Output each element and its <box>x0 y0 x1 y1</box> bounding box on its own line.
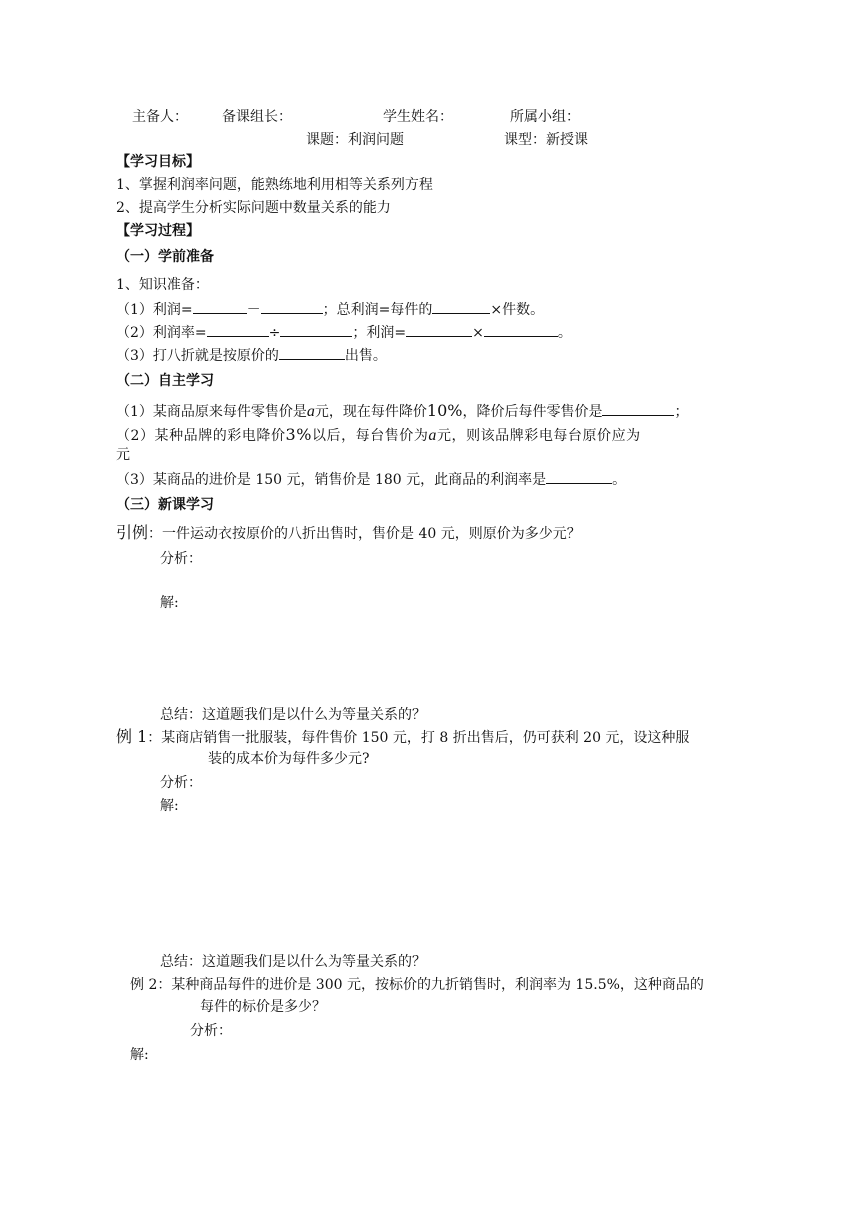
answer-blank[interactable] <box>406 323 472 337</box>
variable-a: a <box>428 427 437 444</box>
answer-blank[interactable] <box>207 323 269 337</box>
prep-heading: （一）学前准备 <box>116 249 214 265</box>
answer-blank[interactable] <box>432 300 490 314</box>
intro-example <box>116 524 581 543</box>
self-question-1 <box>116 402 688 421</box>
text: （2）某种品牌的彩电降价 <box>116 428 286 444</box>
lesson-type: 课型：新授课 <box>504 132 588 148</box>
text: ； <box>674 404 689 420</box>
process-heading: 【学习过程】 <box>116 223 200 239</box>
self-question-3 <box>116 470 626 489</box>
solution-label: 解: <box>160 595 179 611</box>
text: 。 <box>612 472 627 488</box>
self-question-2-cont: 元 <box>116 447 130 463</box>
text: ，降价后每件零售价是 <box>462 404 603 420</box>
student-name-label: 学生姓名： <box>383 109 453 125</box>
objective-item: 2、提高学生分析实际问题中数量关系的能力 <box>116 200 391 216</box>
percent: 10% <box>426 401 463 420</box>
objectives-heading: 【学习目标】 <box>116 154 200 170</box>
solution-label: 解: <box>130 1047 149 1063</box>
text: ；总利润=每件的 <box>322 302 433 318</box>
text: ：某商店销售一批服装，每件售价 150 元，打 8 折出售后，仍可获利 20 元，设这种服 <box>147 730 690 746</box>
answer-blank[interactable] <box>279 346 345 360</box>
text: 出售。 <box>344 348 387 364</box>
summary-prompt: 总结：这道题我们是以什么为等量关系的？ <box>160 707 426 723</box>
analysis-label: 分析： <box>190 1023 232 1039</box>
self-question-2 <box>116 426 641 445</box>
prep-line-1 <box>116 300 544 319</box>
variable-a: a <box>306 403 315 420</box>
answer-blank[interactable] <box>602 402 674 416</box>
text: （3）某商品的进价是 150 元，销售价是 180 元，此商品的利润率是 <box>116 472 547 488</box>
text: ÷ <box>268 325 281 341</box>
prep-line-3 <box>116 346 387 365</box>
answer-blank[interactable] <box>484 323 558 337</box>
solution-label: 解: <box>160 798 179 814</box>
intro-label: 引例 <box>116 523 149 542</box>
text: ×件数。 <box>490 302 545 318</box>
example-2: 例 2：某种商品每件的进价是 300 元，按标价的九折销售时，利润率为 15.5%，这种商品的 <box>130 977 704 993</box>
text: （1）某商品原来每件零售价是 <box>116 404 307 420</box>
text: － <box>246 302 261 318</box>
percent: 3% <box>285 425 312 444</box>
knowledge-label: 1、知识准备： <box>116 277 209 293</box>
text: 。 <box>557 325 572 341</box>
analysis-label: 分析： <box>160 551 202 567</box>
text: ；利润= <box>352 325 407 341</box>
group-leader-label: 备课组长： <box>222 109 292 125</box>
text: （3）打八折就是按原价的 <box>116 348 279 364</box>
new-lesson-heading: （三）新课学习 <box>116 497 214 513</box>
answer-blank[interactable] <box>546 470 612 484</box>
text: ：一件运动衣按原价的八折出售时，售价是 40 元，则原价为多少元？ <box>148 526 581 542</box>
text: （2）利润率= <box>116 325 207 341</box>
objective-item: 1、掌握利润率问题，能熟练地利用相等关系列方程 <box>116 177 433 193</box>
text: 元，现在每件降价 <box>314 404 427 420</box>
analysis-label: 分析： <box>160 775 202 791</box>
text: 以后，每台售价为 <box>312 428 429 444</box>
text: 元，则该品牌彩电每台原价应为 <box>436 428 641 444</box>
example-2-cont: 每件的标价是多少？ <box>200 999 326 1015</box>
lesson-topic: 课题：利润问题 <box>306 132 404 148</box>
preparer-label: 主备人： <box>132 109 188 125</box>
example-1-label: 例 1 <box>116 727 148 746</box>
group-label: 所属小组： <box>510 109 580 125</box>
example-1-cont: 装的成本价为每件多少元? <box>208 751 370 767</box>
text: （1）利润= <box>116 302 193 318</box>
answer-blank[interactable] <box>261 300 323 314</box>
summary-prompt: 总结：这道题我们是以什么为等量关系的？ <box>160 954 426 970</box>
example-1 <box>116 728 689 747</box>
self-study-heading: （二）自主学习 <box>116 373 214 389</box>
answer-blank[interactable] <box>193 300 247 314</box>
text: × <box>472 325 484 341</box>
answer-blank[interactable] <box>280 323 352 337</box>
prep-line-2 <box>116 323 572 342</box>
